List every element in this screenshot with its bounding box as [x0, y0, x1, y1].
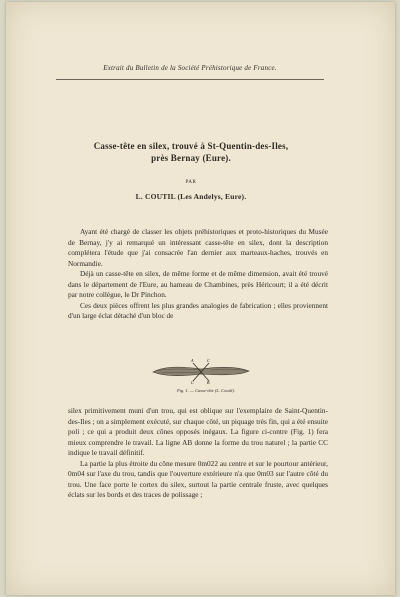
header-rule [56, 79, 324, 80]
paragraph-2: Déjà un casse-tête en silex, de même forme et de même dimension, avait été trouvé dans le département de l'Eure, au hameau de Chambines, près Héricourt; il a été décrit par notre collègue, le Dr Pinchon. [68, 269, 328, 299]
axe-shape [153, 367, 249, 376]
paragraph-4: silex primitivement muni d'un trou, qui est oblique sur l'exemplaire de Saint-Quentin-des-Iles ; on a simplement exécuté, sur chaque côté, un piquage très fin, qui a été ensuite poli ; ce qui a produit deux cônes opposés inégaux. La figure ci-contre (Fig. 1) fera mieux comprendre le travail. La ligne AB donne la forme du trou naturel ; la partie CC indique le travail définitif. [68, 406, 328, 457]
label-c-bottom: C [191, 380, 194, 385]
flint-axe-figure [151, 357, 251, 385]
body-text-bottom [68, 406, 328, 501]
author: L. COUTIL (Les Andelys, Eure). [135, 192, 247, 201]
label-c-top: C [207, 358, 210, 363]
byline-par: PAR [185, 180, 197, 185]
body-text-top [68, 227, 328, 322]
article-title [61, 140, 321, 164]
figure-caption: Fig. 1. — Casse-tête (L. Coutil). [176, 388, 236, 393]
label-b: B [207, 380, 210, 385]
title-line-1: Casse-tête en silex, trouvé à St-Quentin-des-Iles, [93, 141, 289, 151]
label-a: A [191, 358, 194, 363]
paragraph-3: Ces deux pièces offrent les plus grandes analogies de fabrication ; elles proviennent d'un large éclat détaché d'un bloc de [68, 300, 328, 320]
paragraph-5: La partie la plus étroite du cône mesure 0m022 au centre et sur le pourtour antérieur, 0m04 sur l'axe du trou, tandis que l'ouverture extérieure n'a que 0m03 sur l'autre côté du trou. Une face porte le cortex du silex, surtout la partie centrale fruste, avec quelques éclats sur les bords et des traces de polissage ; [68, 458, 328, 499]
document-page [6, 2, 395, 595]
running-header: Extrait du Bulletin de la Société Préhistorique de France. [103, 64, 277, 72]
title-line-2: près Bernay (Eure). [151, 153, 231, 163]
paragraph-1: Ayant été chargé de classer les objets préhistoriques et proto-historiques du Musée de Bernay, j'y ai remarqué un intéressant casse-tête en silex, dont la description complétera l'étude que j'ai consacrée l'an dernier aux marteaux-haches, trouvés en Normandie. [68, 227, 328, 268]
